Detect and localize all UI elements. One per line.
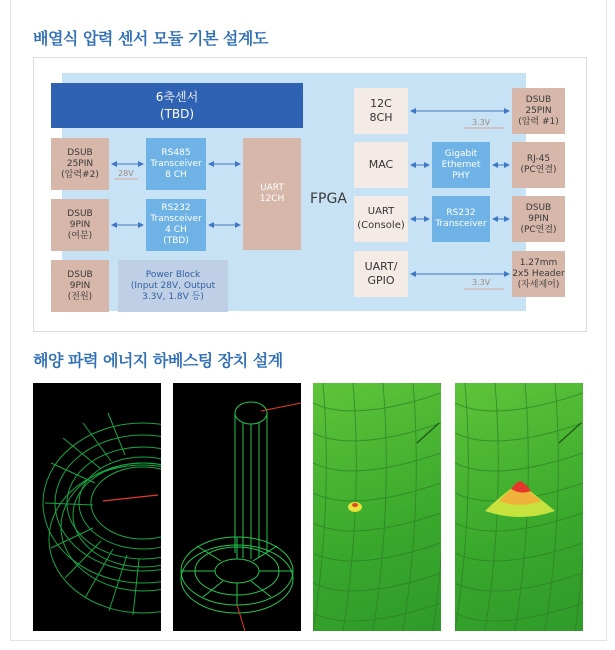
rj45-port: RJ-45 (PC연결) (512, 142, 565, 188)
block-diagram-panel (33, 57, 587, 332)
voltage-33v-top-label: 3.3V (472, 118, 491, 127)
torus-wireframe-image (33, 383, 161, 631)
header-connector: 1.27mm 2x5 Header (자세제어) (512, 251, 565, 297)
dsub25-right: DSUB 25PIN (압력 #1) (512, 88, 565, 134)
six-axis-sensor-header: 6축센서 (TBD) (51, 83, 303, 128)
dsub9-power: DSUB 9PIN (전원) (51, 260, 109, 312)
wave-surface-small-image (313, 383, 441, 631)
voltage-33v-bottom-label: 3.3V (472, 278, 491, 287)
section-title-wave-energy: 해양 파력 에너지 하베스팅 장치 설계 (33, 351, 283, 370)
dsub9-spare: DSUB 9PIN (여분) (51, 199, 109, 251)
wave-surface-large-image (455, 383, 583, 631)
section-title-sensor-module: 배열식 압력 센서 모듈 기본 설계도 (33, 29, 268, 48)
dsub25-left: DSUB 25PIN (압력#2) (51, 138, 109, 190)
rs485-transceiver: RS485 Transceiver 8 CH (146, 138, 206, 190)
dsub9-right: DSUB 9PIN (PC연결) (512, 196, 565, 242)
uart-12ch: UART 12CH (243, 138, 301, 250)
uart-gpio: UART/ GPIO (354, 251, 408, 297)
voltage-28v-label: 28V (118, 169, 134, 178)
power-block: Power Block (Input 28V, Output 3.3V, 1.8V 등) (118, 260, 228, 312)
mac-block: MAC (354, 142, 408, 188)
uart-console: UART (Console) (354, 196, 408, 242)
gigabit-ethernet-phy: Gigabit Ethernet PHY (432, 142, 490, 188)
i2c-8ch: 12C 8CH (354, 88, 408, 134)
cylinder-wireframe-image (173, 383, 301, 631)
fpga-label: FPGA (310, 191, 347, 207)
rs232-transceiver-right: RS232 Transceiver (432, 196, 490, 242)
rs232-transceiver-4ch: RS232 Transceiver 4 CH (TBD) (146, 199, 206, 251)
